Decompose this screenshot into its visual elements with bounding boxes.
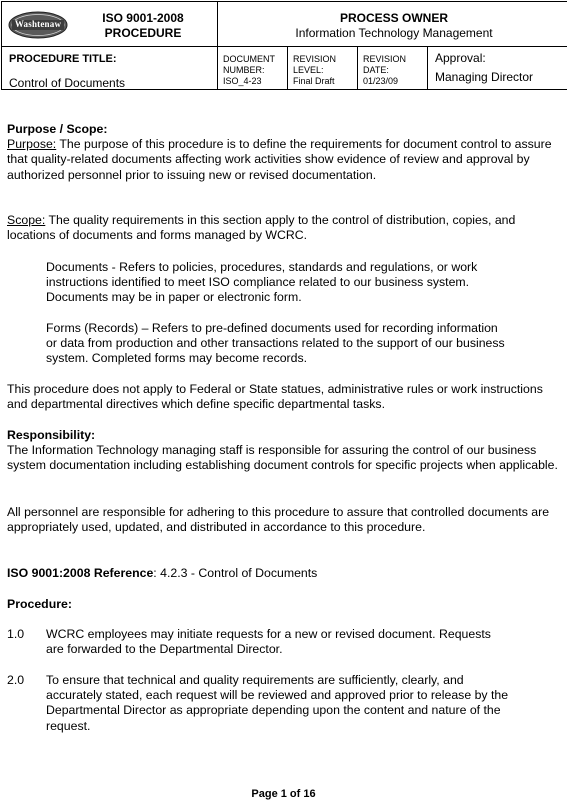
header-divider: [287, 47, 288, 89]
process-owner-value: Information Technology Management: [295, 26, 493, 40]
revision-date-label-line1: REVISION: [363, 54, 407, 64]
header-divider: [427, 47, 428, 89]
personnel-paragraph: All personnel are responsible for adhering to this procedure to assure that controlled documents are appropriately used, updated, and distributed in accordance to this procedure.: [7, 505, 550, 535]
documents-definition: Documents - Refers to policies, procedures, standards and regulations, or work instructions identified to meet ISO compliance related to our business system. Documents may be in paper or electronic form.: [46, 260, 478, 305]
procedure-heading: [7, 597, 559, 612]
iso-standard: ISO 9001-2008: [102, 11, 184, 25]
reference-label: ISO 9001:2008 Reference: [7, 566, 154, 580]
iso-title: [74, 11, 212, 41]
procedure-title-label: PROCEDURE TITLE:: [9, 53, 117, 65]
responsibility-heading: Responsibility:: [7, 428, 96, 442]
not-apply-paragraph: This procedure does not apply to Federal or State statues, administrative rules or work instructions and departmental directives which define specific departmental tasks.: [7, 382, 543, 412]
responsibility-section: [7, 428, 559, 474]
reference-text: : 4.2.3 - Control of Documents: [153, 566, 318, 580]
revision-date-label: [363, 54, 406, 76]
forms-definition: Forms (Records) – Refers to pre-defined documents used for recording information or data from production and other transactions related to the support of our business system. Completed forms may become records.: [46, 321, 505, 366]
process-owner: [224, 11, 564, 41]
purpose-section: [7, 122, 559, 183]
document-header: [1, 1, 567, 90]
revision-level-value: Final Draft: [293, 76, 335, 86]
revision-date-value: 01/23/09: [363, 76, 399, 86]
washtenaw-logo: [8, 10, 68, 40]
header-divider: [217, 2, 218, 89]
revision-level-label-line2: LEVEL:: [293, 65, 324, 75]
page-number: Page 1 of 16: [251, 788, 316, 800]
procedure-heading-text: Procedure:: [7, 597, 72, 611]
purpose-text: The purpose of this procedure is to define the requirements for document control to assure that quality-related documents affecting work activities show evidence of review and approval by authorized personnel prior to issuing new or revised documentation.: [7, 137, 552, 182]
revision-level-label: [293, 54, 336, 76]
scope-paragraph: [7, 213, 559, 243]
step-number: 1.0: [7, 627, 25, 641]
iso-procedure-label: PROCEDURE: [104, 26, 182, 40]
document-number-label-line2: NUMBER:: [223, 65, 265, 75]
purpose-paragraph: [7, 137, 559, 183]
revision-level-label-line1: REVISION: [293, 54, 337, 64]
document-number-value: ISO_4-23: [223, 76, 262, 86]
logo-text: Washtenaw: [14, 19, 62, 29]
document-number-label-line1: DOCUMENT: [223, 54, 275, 64]
step-number: 2.0: [7, 673, 25, 687]
responsibility-text: The Information Technology managing staff is responsible for assuring the control of our business system documentation including establishing document controls for specific projects when applicable.: [7, 443, 558, 473]
scope-text: The quality requirements in this section apply to the control of distribution, copies, and locations of documents and forms managed by WCRC.: [7, 213, 516, 243]
procedure-title-value: Control of Documents: [9, 76, 126, 90]
document-number-label: [223, 54, 275, 76]
purpose-label: Purpose:: [7, 137, 57, 152]
step-text: WCRC employees may initiate requests for a new or revised document. Requests are forwarded to the Departmental Director.: [46, 627, 491, 657]
header-divider: [357, 47, 358, 89]
scope-label: Scope:: [7, 213, 46, 227]
process-owner-label: PROCESS OWNER: [339, 11, 448, 25]
step-text: To ensure that technical and quality requirements are sufficiently, clearly, and accurately stated, each request will be reviewed and approved prior to release by the Departmental Director as appropriate depending upon the content and nature of the request.: [46, 673, 509, 733]
header-divider: [2, 46, 567, 47]
approval-label: Approval:: [435, 51, 486, 65]
revision-date-label-line2: DATE:: [363, 65, 389, 75]
approval-value: Managing Director: [435, 70, 534, 84]
iso-reference: [7, 566, 559, 581]
purpose-heading: Purpose / Scope:: [7, 122, 108, 136]
